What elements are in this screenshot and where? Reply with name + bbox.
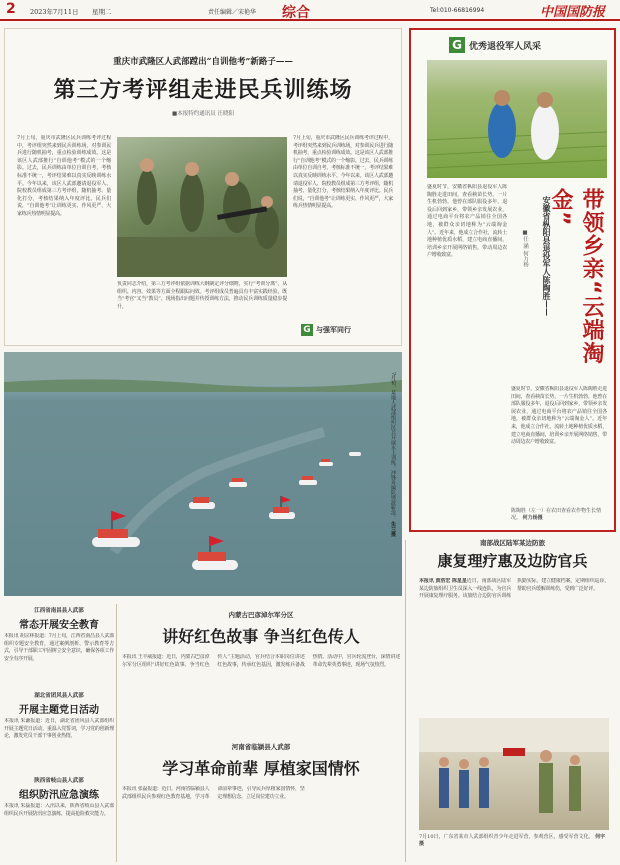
story4-kicker: 内蒙古巴彦淖尔军分区 bbox=[228, 611, 294, 619]
brief-1-kicker: 江西省南昌县人武部 bbox=[34, 608, 84, 614]
brief-1-title: 常态开展安全教育 bbox=[19, 620, 99, 631]
story4-title: 讲好红色故事 争当红色传人 bbox=[162, 627, 360, 646]
story2-tag-label: 优秀退役军人风采 bbox=[469, 41, 542, 52]
story1-block bbox=[4, 28, 402, 346]
story3-photo-caption bbox=[419, 834, 609, 858]
story3-byline: 本报讯 黄浩宏 陈星星 bbox=[419, 578, 467, 584]
divider bbox=[116, 604, 117, 862]
sidebar-tag-label: 与强军同行 bbox=[316, 326, 351, 334]
boats bbox=[92, 452, 361, 570]
sidebar-tag bbox=[301, 323, 391, 337]
tel-number: Tel:010-66816994 bbox=[430, 7, 485, 14]
brand-logo: 中国国防报 bbox=[540, 5, 606, 20]
story2-byline: ■任 涵 何力杨 bbox=[522, 230, 528, 267]
story1-byline: ■本报特约通讯员 汪晓阳 bbox=[172, 111, 234, 117]
story2-photo-caption-text: 陈陶胜（左一）在农田查看农作物生长情况。 bbox=[511, 508, 602, 521]
big-photo-credit: 朱兰摄 bbox=[390, 521, 396, 537]
story3-photo bbox=[419, 718, 609, 830]
story3-title: 康复理疗惠及边防官兵 bbox=[437, 552, 588, 570]
editor-credit: 责任编辑／宋艳华 bbox=[208, 9, 257, 16]
section-title: 综合 bbox=[282, 5, 310, 21]
story2-body: 盛夏时节，安徽省枞阳县退役军人陈陶胜走进田间，查看秧苗长势，一片生机勃勃。他曾在部队服役多年，退役后回到家乡，带领乡亲发展农业，通过电商平台将农产品销往全国各地，被群众亲切地称为“云端淘金人”。近年来，他成立合作社，流转土地种植优质水稻，建立电商直播间，培训乡亲开展网络销售，带动周边农户增收致富。 bbox=[427, 184, 507, 259]
story2-tag bbox=[449, 36, 609, 54]
boat-training-image bbox=[4, 352, 402, 596]
story5-block bbox=[118, 742, 404, 862]
story3-body-text: 近日，南部战区陆军某边防旅组织卫生员深入一线连队，为官兵开展康复理疗服务。该旅结合边防官兵训练执勤实际，建立健康档案，定期组织巡诊，帮助官兵缓解训练伤，受到广泛好评。 bbox=[419, 578, 609, 600]
story1-kicker: 重庆市武隆区人武部蹚出“自训他考”新路子—— bbox=[113, 57, 293, 67]
brief-3 bbox=[4, 776, 114, 855]
story2-photo-credit: 何力杨摄 bbox=[522, 515, 543, 521]
brief-3-kicker: 陕西省岐山县人武部 bbox=[34, 778, 84, 784]
story2-body-2: 盛夏时节，安徽省枞阳县退役军人陈陶胜走进田间，查看秧苗长势，一片生机勃勃。他曾在部队服役多年，退役后回到家乡，带领乡亲发展农业，通过电商平台将农产品销往全国各地，被群众亲切地称为“云端淘金人”。近年来，他成立合作社，流转土地种植优质水稻，建立电商直播间，培训乡亲开展网络销售，带动周边农户增收致富。 bbox=[511, 386, 607, 446]
brief-1-body: 本报讯 胡宗林报道：7月上旬，江西省南昌县人武部组织专题安全教育，通过案例剖析、警示教育等方式，引导干部职工牢固树立安全意识，确保各项工作安全有序开展。 bbox=[4, 633, 114, 662]
story2-photo bbox=[427, 60, 607, 178]
brief-2 bbox=[4, 691, 114, 770]
story2-deck: 安徽省枞阳县退役军人陈陶胜—— bbox=[542, 196, 552, 316]
page-number: 2 bbox=[6, 1, 16, 17]
big-photo-caption bbox=[360, 372, 396, 582]
big-photo bbox=[4, 352, 402, 596]
brief-3-title: 组织防汛应急演练 bbox=[19, 790, 99, 801]
brief-2-title: 开展主题党日活动 bbox=[19, 705, 99, 716]
brief-2-kicker: 湖北省团风县人武部 bbox=[34, 693, 84, 699]
big-photo-caption-text: 7月初，某地人武部组织民兵开展水上训练，冲锋舟编队劈波斩浪。 bbox=[390, 372, 396, 521]
story3-kicker: 南部战区陆军某边防旅 bbox=[480, 539, 545, 547]
story1-title: 第三方考评组走进民兵训练场 bbox=[53, 78, 353, 103]
brief-2-body: 本报讯 朱谦报道：近日，湖北省团风县人武部组织开展主题党日活动，重温入党誓词，学习党的创新理论，激发党员干部干事创业热情。 bbox=[4, 718, 114, 740]
story2-title: 带领乡亲“云端淘金” bbox=[548, 188, 604, 365]
issue-date: 2023年7月11日 bbox=[30, 8, 79, 16]
g-logo-icon: G bbox=[301, 324, 313, 336]
divider bbox=[405, 540, 406, 862]
story4-body: 本报讯 王丰威报道：近日，内蒙古巴彦淖尔军分区组织“讲好红色故事、争当红色传人”主题活动，官兵结合本职岗位讲述红色故事，传承红色基因，激发练兵备战热情。活动中，官兵轮流登台，深情讲述革命先辈英勇事迹，现场气氛热烈。 bbox=[122, 654, 400, 668]
brief-3-body: 本报讯 朱磊报道：入汛以来，陕西省岐山县人武部组织民兵开展防汛应急演练，提高抢险救灾能力。 bbox=[4, 803, 114, 817]
soldiers-training-image bbox=[117, 137, 287, 277]
story1-body-left: 7月上旬，重庆市武隆区民兵训练考评过程中，考评组突然来到民兵训练场，对参训民兵进行随机抽考，重点检验训练成效。这是该区人武部推行“自训他考”模式的一个缩影。过去，民兵训练由单位自训自考，考核标准不统一，考评结果难以真实反映训练水平。今年以来，该区人武部邀请退役军人、院校教员组成第三方考评组，随机抽考、量化打分，考核结果纳入年度评比。民兵们说，“自训他考”让训练更实、作风更严，大家练兵热情明显提高。 bbox=[17, 135, 111, 217]
story5-title: 学习革命前辈 厚植家国情怀 bbox=[162, 759, 360, 778]
bottom-photo-credit: 何宇摄 bbox=[419, 834, 606, 847]
story5-body: 本报讯 张磊报道：近日，河南省临颍县人武部组织民兵参观红色教育基地，学习革命前辈事迹，引导民兵厚植家国情怀，坚定理想信念，立足岗位建功立业。 bbox=[122, 786, 305, 800]
story3-body bbox=[419, 578, 609, 718]
story1-body-mid: 负责同志介绍，第三方考评组依据训练大纲制定评分细则，实行“考训分离”，从组织、内容、效果等方面全程跟踪问效。考评组成员普遍具有丰富实践经验，既当“考官”又当“教员”，现场指出问题并传授训练方法，推动民兵训练质量稳步提升。 bbox=[117, 281, 287, 310]
story1-body-right: 7月上旬，重庆市武隆区民兵训练考评过程中，考评组突然来到民兵训练场，对参训民兵进行随机抽考，重点检验训练成效。这是该区人武部推行“自训他考”模式的一个缩影。过去，民兵训练由单位自训自考，考核标准不统一，考评结果难以真实反映训练水平。今年以来，该区人武部邀请退役军人、院校教员组成第三方考评组，随机抽考、量化打分，考核结果纳入年度评比。民兵们说，“自训他考”让训练更实、作风更严，大家练兵热情明显提高。 bbox=[293, 135, 393, 210]
brief-1 bbox=[4, 606, 114, 685]
bottom-photo-caption: 7月10日，广东省某市人武部组织青少年走进军营，参观营区，感受军营文化。 bbox=[419, 834, 594, 840]
story2-photo-caption bbox=[511, 508, 607, 528]
farmers-in-field-image bbox=[427, 60, 607, 178]
issue-weekday: 星期二 bbox=[92, 8, 112, 16]
g-logo-icon: G bbox=[449, 37, 465, 53]
story4-block bbox=[118, 610, 404, 740]
masthead bbox=[0, 0, 620, 21]
story3-block bbox=[409, 538, 616, 863]
story2-block bbox=[409, 28, 616, 532]
story5-kicker: 河南省临颍县人武部 bbox=[231, 743, 291, 751]
visit-barracks-image bbox=[419, 718, 609, 830]
briefs-column bbox=[4, 606, 114, 861]
story1-photo bbox=[117, 137, 287, 277]
